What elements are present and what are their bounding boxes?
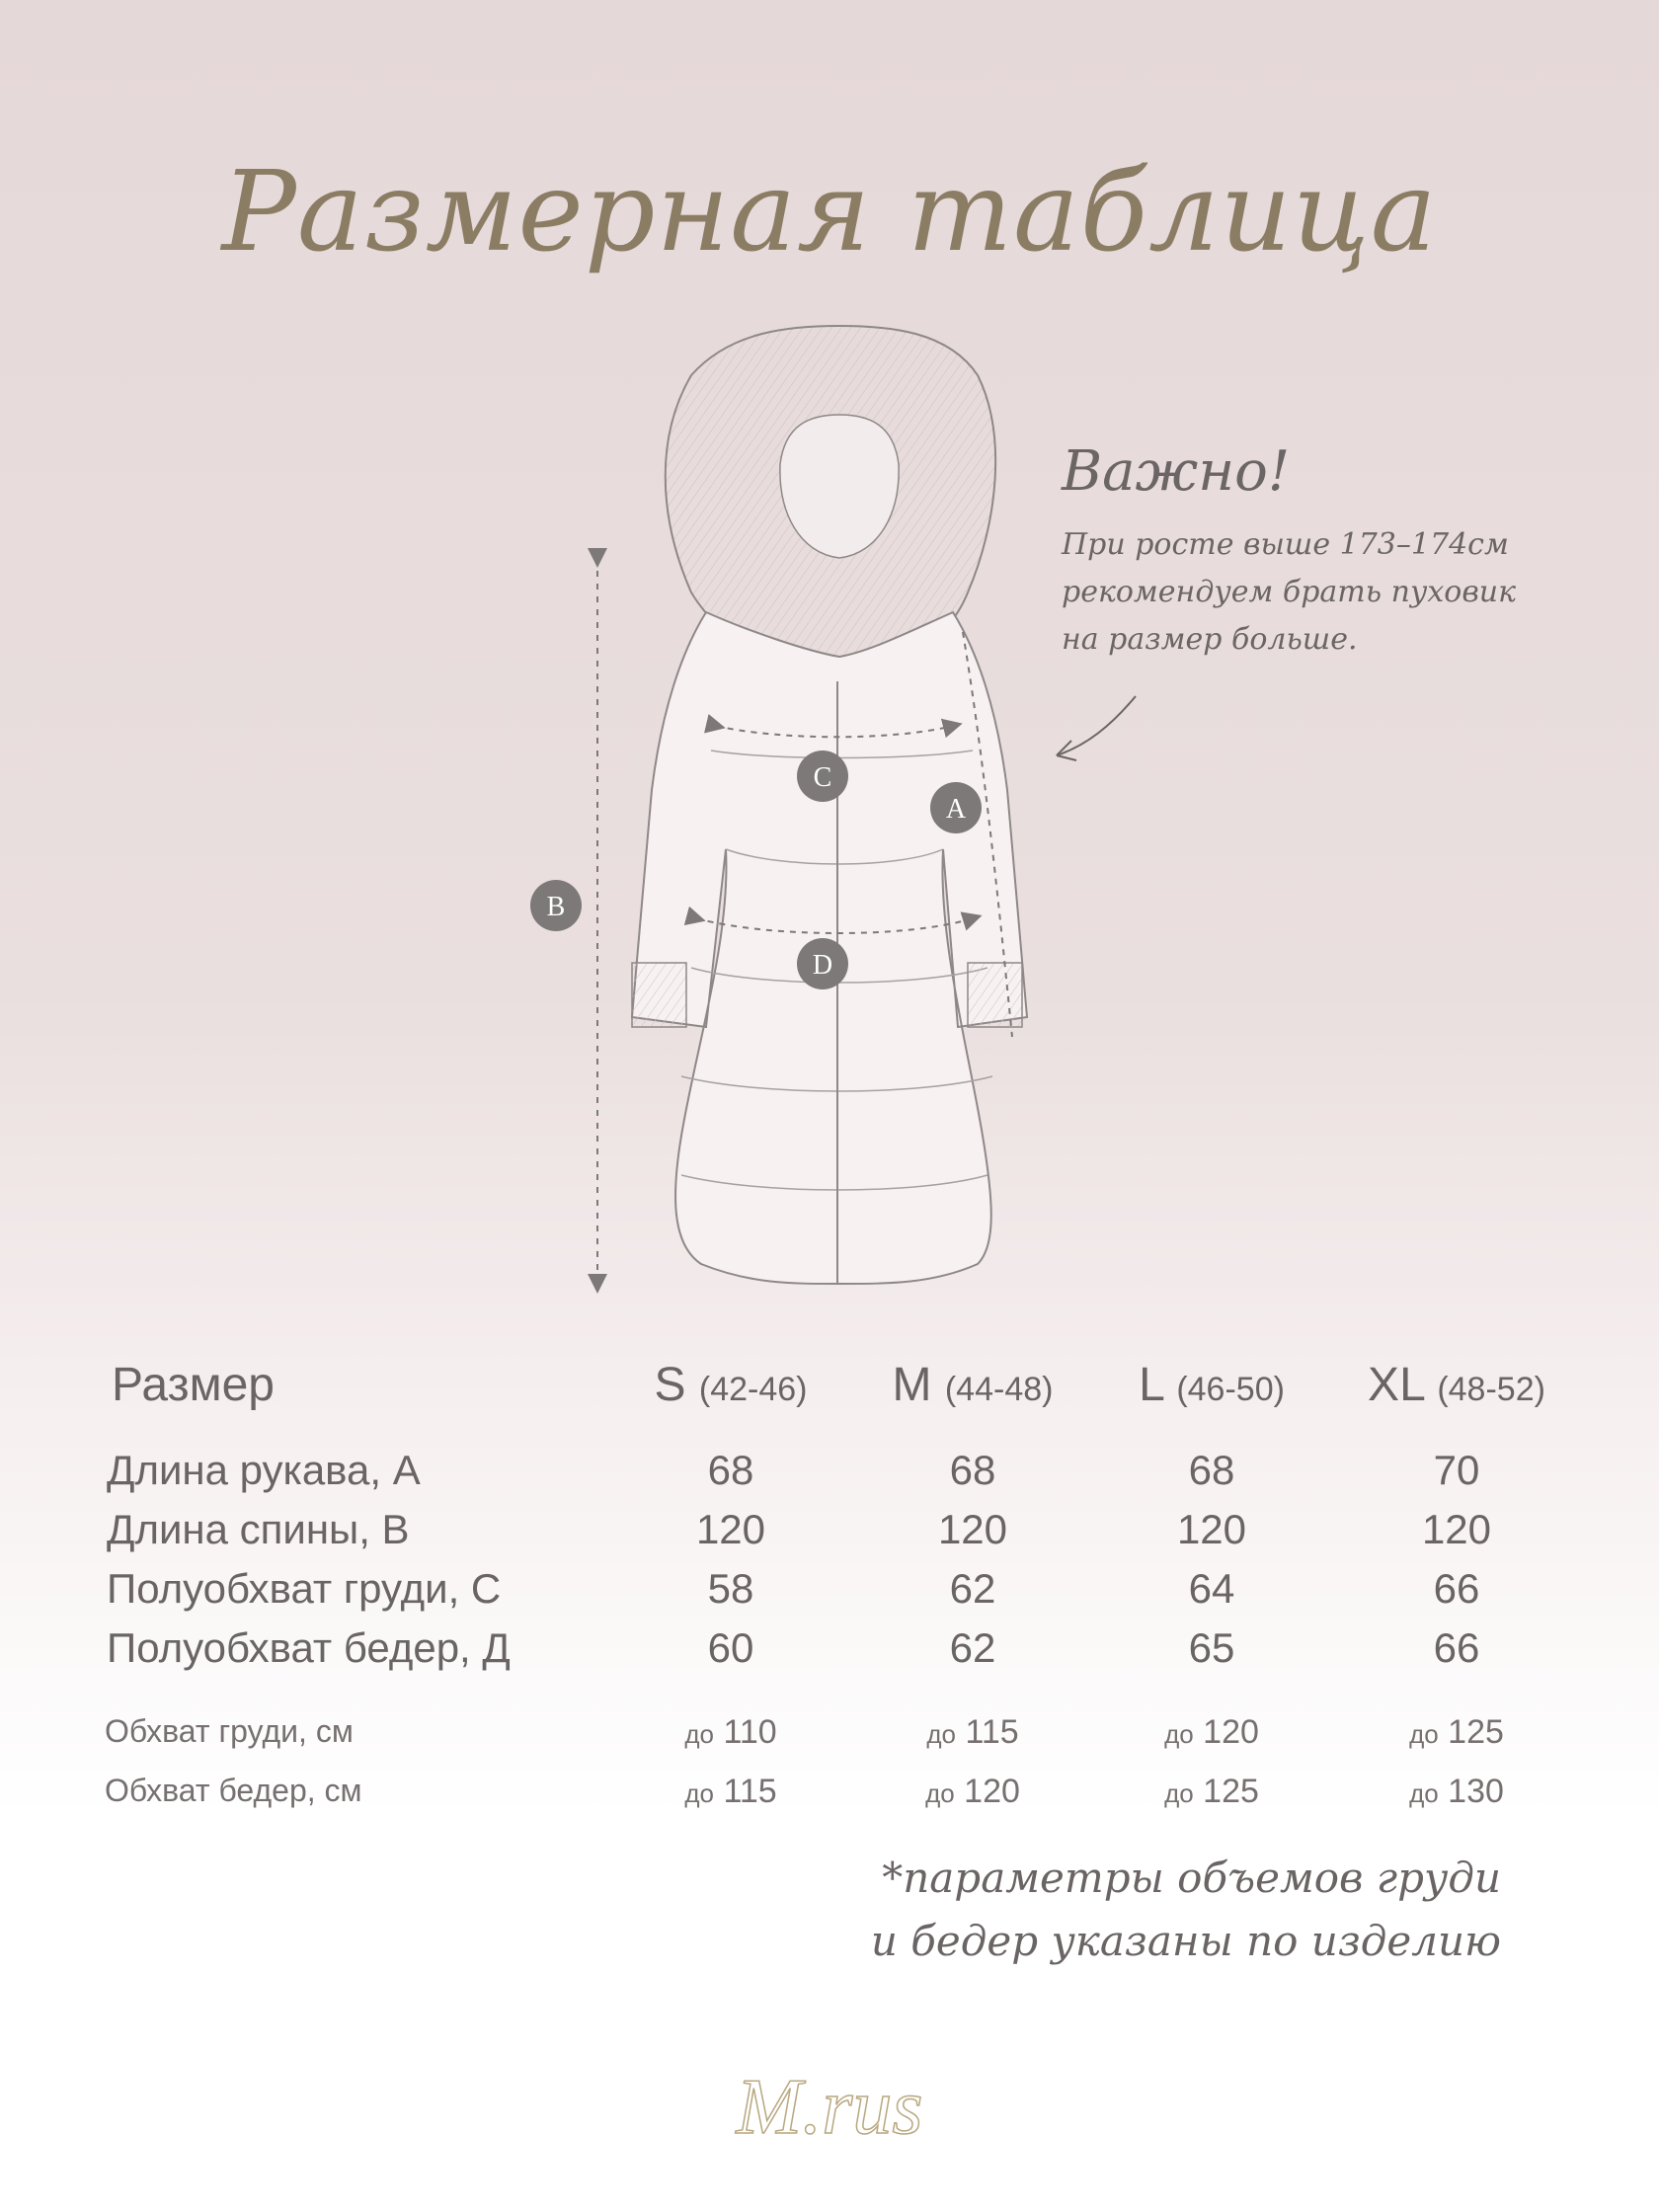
- note-arrow: [1057, 696, 1136, 755]
- table-cell: 64: [1188, 1565, 1235, 1612]
- row-label: Полуобхват груди, С: [107, 1565, 502, 1612]
- page-title: Размерная таблица: [221, 148, 1438, 276]
- table-cell: 60: [707, 1624, 754, 1671]
- note-line: При росте выше 173–174см: [1062, 527, 1509, 562]
- table-cell: 68: [949, 1447, 996, 1493]
- row-label: Длина спины, В: [107, 1506, 410, 1552]
- table-cell: 120: [1421, 1506, 1492, 1552]
- table-cell: 68: [707, 1447, 754, 1493]
- table-cell: 120: [937, 1506, 1008, 1552]
- table-cell: до 125: [1164, 1773, 1259, 1810]
- size-header-m: M (44-48): [892, 1359, 1054, 1411]
- footnote-line: и бедер указаны по изделию: [870, 1917, 1501, 1965]
- note-heading: Важно!: [1062, 439, 1291, 504]
- table-cell: 70: [1433, 1447, 1480, 1493]
- table-cell: до 130: [1409, 1773, 1504, 1810]
- table-cell: 120: [695, 1506, 766, 1552]
- size-header-l: L (46-50): [1139, 1359, 1285, 1411]
- table-cell: 58: [707, 1565, 754, 1612]
- table-cell: 66: [1433, 1565, 1480, 1612]
- table-cell: 62: [949, 1565, 996, 1612]
- marker-d: [797, 938, 848, 989]
- marker-d-label: D: [812, 950, 833, 981]
- row-label: Обхват бедер, см: [105, 1773, 362, 1808]
- size-header-xl: XL (48-52): [1368, 1359, 1545, 1411]
- table-cell: до 120: [925, 1773, 1020, 1810]
- table-cell: 68: [1188, 1447, 1235, 1493]
- row-label: Длина рукава, А: [107, 1447, 421, 1493]
- marker-b: [530, 880, 582, 931]
- logo-text: M.rus: [736, 2064, 923, 2151]
- marker-c: [797, 750, 848, 802]
- row-label: Полуобхват бедер, Д: [107, 1624, 511, 1671]
- table-cell: 120: [1176, 1506, 1247, 1552]
- marker-c-label: C: [813, 762, 832, 793]
- important-note: [1062, 439, 1516, 664]
- footnote: [871, 1847, 1501, 1973]
- size-header-s: S (42-46): [654, 1359, 808, 1411]
- note-line: рекомендуем брать пуховик: [1062, 575, 1517, 609]
- table-cell: 62: [949, 1624, 996, 1671]
- brand-logo: [681, 2049, 978, 2168]
- table-cell: до 115: [684, 1773, 777, 1810]
- table-cell: до 115: [926, 1713, 1019, 1751]
- header-label: Размер: [112, 1359, 275, 1411]
- table-cell: до 120: [1164, 1713, 1259, 1751]
- marker-a: [930, 782, 982, 833]
- table-cell: 65: [1188, 1624, 1235, 1671]
- table-cell: до 110: [684, 1713, 777, 1751]
- table-cell: 66: [1433, 1624, 1480, 1671]
- row-label: Обхват груди, см: [105, 1713, 354, 1749]
- footnote-line: *параметры объемов груди: [882, 1854, 1501, 1902]
- marker-a-label: A: [945, 794, 967, 825]
- table-cell: до 125: [1409, 1713, 1504, 1751]
- note-line: на размер больше.: [1062, 622, 1358, 657]
- marker-b-label: B: [546, 892, 566, 922]
